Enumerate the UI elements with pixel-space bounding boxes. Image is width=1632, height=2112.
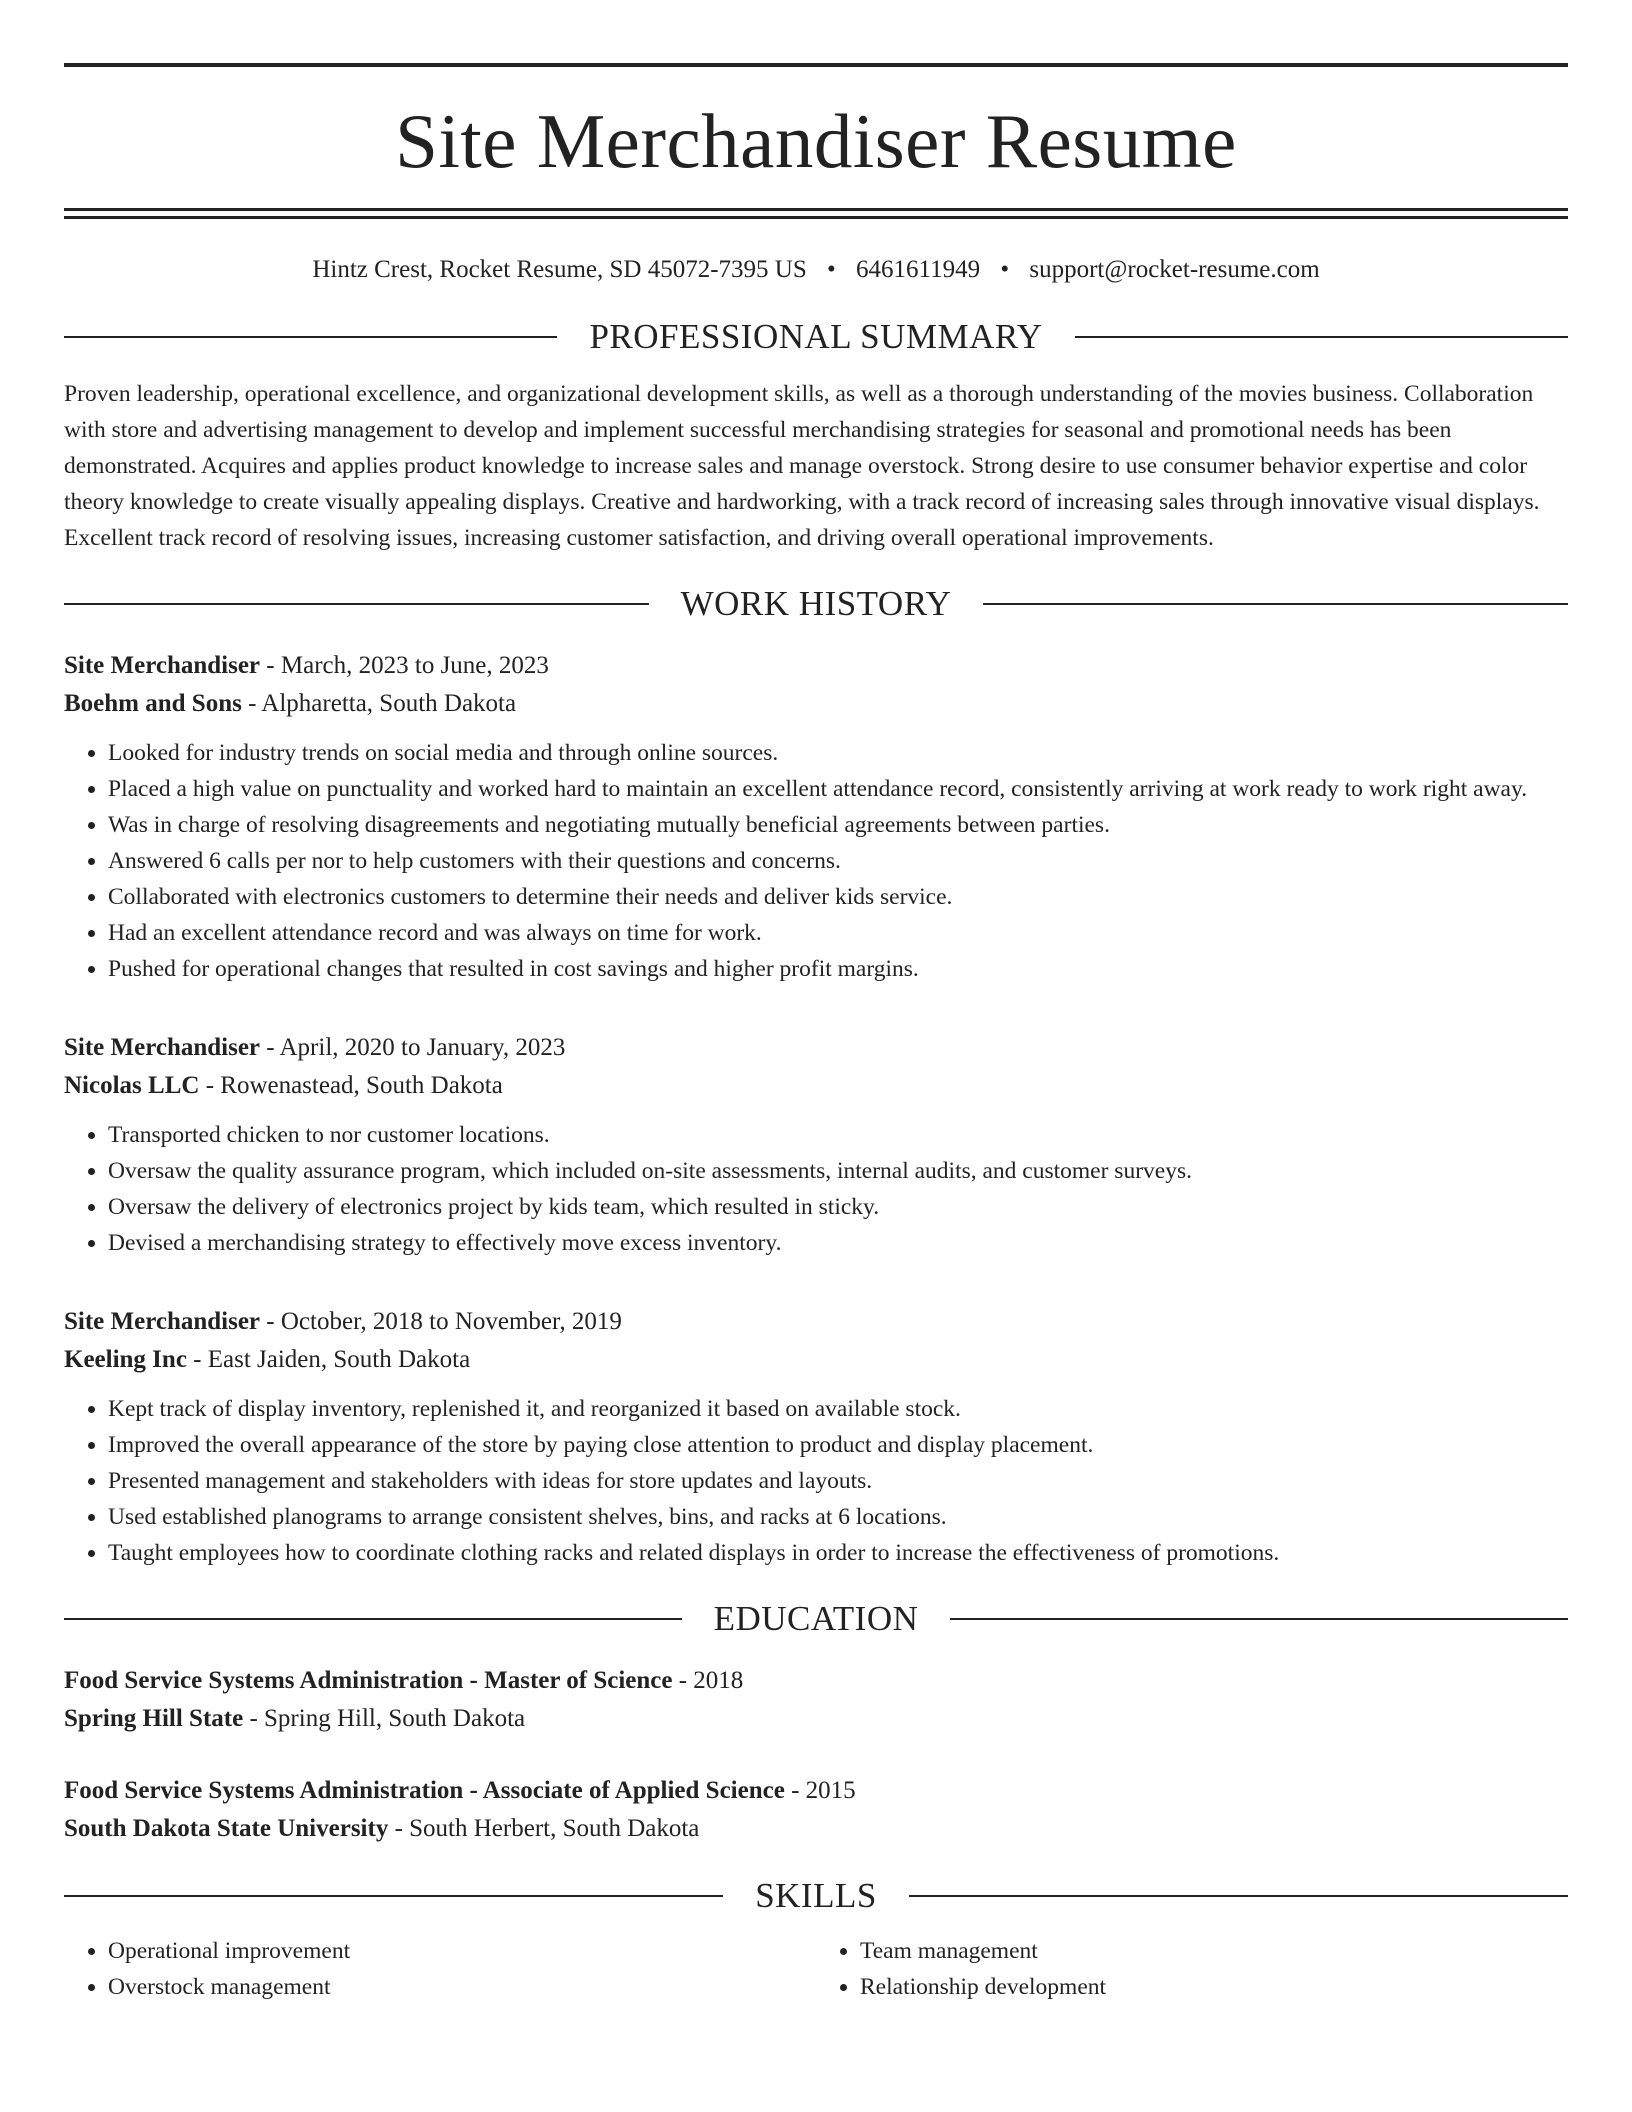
education-degree-line (64, 1662, 1568, 1700)
job-dates: - March, 2023 to June, 2023 (260, 652, 549, 679)
list-item: • Pushed for operational changes that resulted in cost savings and higher profit margins. (108, 951, 1568, 987)
contact-line (64, 255, 1568, 285)
education-school: South Dakota State University (64, 1815, 389, 1842)
education-school-line (64, 1810, 1568, 1848)
list-item: • Oversaw the quality assurance program, which included on-site assessments, internal audits, and customer surveys. (108, 1153, 1568, 1189)
title-double-rule (64, 208, 1568, 219)
skill-item: • Relationship development (860, 1969, 1568, 2005)
job-entry (64, 1029, 1568, 1261)
job-role: Site Merchandiser (64, 1308, 261, 1335)
section-header-education (64, 1601, 1568, 1636)
list-item: • Was in charge of resolving disagreements and negotiating mutually beneficial agreements between parties. (108, 807, 1568, 843)
education-degree: Food Service Systems Administration - Master of Science (64, 1667, 673, 1694)
divider (64, 603, 649, 605)
divider (1075, 336, 1568, 338)
divider (950, 1618, 1568, 1620)
job-bullets (64, 735, 1568, 987)
resume-title: Site Merchandiser Resume (395, 98, 1237, 184)
divider (64, 1618, 682, 1620)
section-header-skills (64, 1878, 1568, 1913)
job-company-line (64, 1067, 1568, 1105)
job-entry (64, 1303, 1568, 1571)
list-item: • Kept track of display inventory, replenished it, and reorganized it based on available stock. (108, 1391, 1568, 1427)
contact-separator: • (827, 256, 836, 283)
divider (909, 1895, 1568, 1897)
list-item: • Transported chicken to nor customer locations. (108, 1117, 1568, 1153)
job-company-line (64, 1341, 1568, 1379)
contact-separator: • (1000, 256, 1010, 283)
contact-email: support@rocket-resume.com (1029, 256, 1320, 283)
job-bullets (64, 1117, 1568, 1261)
list-item: • Collaborated with electronics customers to determine their needs and deliver kids service. (108, 879, 1568, 915)
education-degree-line (64, 1772, 1568, 1810)
list-item: • Taught employees how to coordinate clothing racks and related displays in order to increase the effectiveness of promotions. (108, 1535, 1568, 1571)
divider (64, 336, 557, 338)
list-item: • Improved the overall appearance of the store by paying close attention to product and display placement. (108, 1427, 1568, 1463)
job-company-line (64, 685, 1568, 723)
list-item: • Used established planograms to arrange consistent shelves, bins, and racks at 6 locations. (108, 1499, 1568, 1535)
education-year: - 2018 (672, 1667, 744, 1694)
education-year: - 2015 (784, 1777, 856, 1804)
job-location: - East Jaiden, South Dakota (186, 1346, 471, 1373)
list-item: • Placed a high value on punctuality and worked hard to maintain an excellent attendance record, consistently arriving at work ready to work right away. (108, 771, 1568, 807)
education-school: Spring Hill State (64, 1705, 244, 1732)
top-rule (64, 63, 1568, 67)
list-item: • Answered 6 calls per nor to help customers with their questions and concerns. (108, 843, 1568, 879)
job-role: Site Merchandiser (64, 1034, 261, 1061)
section-header-work-history (64, 586, 1568, 621)
skill-item: • Team management (860, 1933, 1568, 1969)
job-role: Site Merchandiser (64, 652, 261, 679)
skill-item: • Overstock management (108, 1969, 816, 2005)
list-item: • Looked for industry trends on social media and through online sources. (108, 735, 1568, 771)
education-location: - South Herbert, South Dakota (388, 1815, 700, 1842)
education-entry (64, 1662, 1568, 1738)
resume-page (64, 0, 1568, 2005)
job-dates: - October, 2018 to November, 2019 (260, 1308, 622, 1335)
job-dates: - April, 2020 to January, 2023 (260, 1034, 566, 1061)
education-entry (64, 1772, 1568, 1848)
section-title: WORK HISTORY (680, 584, 952, 623)
skills-column-left (64, 1933, 816, 2005)
list-item: • Presented management and stakeholders with ideas for store updates and layouts. (108, 1463, 1568, 1499)
divider (983, 603, 1568, 605)
job-company: Boehm and Sons (64, 690, 242, 717)
education-school-line (64, 1700, 1568, 1738)
summary-text: Proven leadership, operational excellence, and organizational development skills, as well as a thorough understanding of the movies business. Collaboration with store and advertising management to develop and implement successful merchandising strategies for seasonal and promotional needs has been demonstrated. Acquires and applies product knowledge to increase sales and manage overstock. Strong desire to use consumer behavior expertise and color theory knowledge to create visually appealing displays. Creative and hardworking, with a track record of increasing sales through innovative visual displays. Excellent track record of resolving issues, increasing customer satisfaction, and driving overall operational improvements. (64, 381, 1540, 551)
list-item: • Devised a merchandising strategy to effectively move excess inventory. (108, 1225, 1568, 1261)
skills-grid (64, 1933, 1568, 2005)
education-location: - Spring Hill, South Dakota (243, 1705, 526, 1732)
section-title: PROFESSIONAL SUMMARY (589, 317, 1043, 356)
job-title-line (64, 1303, 1568, 1341)
job-title-line (64, 647, 1568, 685)
job-bullets (64, 1391, 1568, 1571)
list-item: • Oversaw the delivery of electronics project by kids team, which resulted in sticky. (108, 1189, 1568, 1225)
job-location: - Rowenastead, South Dakota (199, 1072, 503, 1099)
section-title: EDUCATION (713, 1599, 919, 1638)
skills-column-right (816, 1933, 1568, 2005)
job-company: Keeling Inc (64, 1346, 187, 1373)
list-item: • Had an excellent attendance record and was always on time for work. (108, 915, 1568, 951)
job-location: - Alpharetta, South Dakota (241, 690, 517, 717)
section-header-summary (64, 319, 1568, 354)
job-entry (64, 647, 1568, 987)
divider (64, 1895, 723, 1897)
contact-address: Hintz Crest, Rocket Resume, SD 45072-7395 US (312, 256, 807, 283)
skill-item: • Operational improvement (108, 1933, 816, 1969)
contact-phone: 6461611949 (856, 256, 981, 283)
education-degree: Food Service Systems Administration - Associate of Applied Science (64, 1777, 785, 1804)
job-title-line (64, 1029, 1568, 1067)
section-title: SKILLS (755, 1876, 877, 1915)
job-company: Nicolas LLC (64, 1072, 200, 1099)
